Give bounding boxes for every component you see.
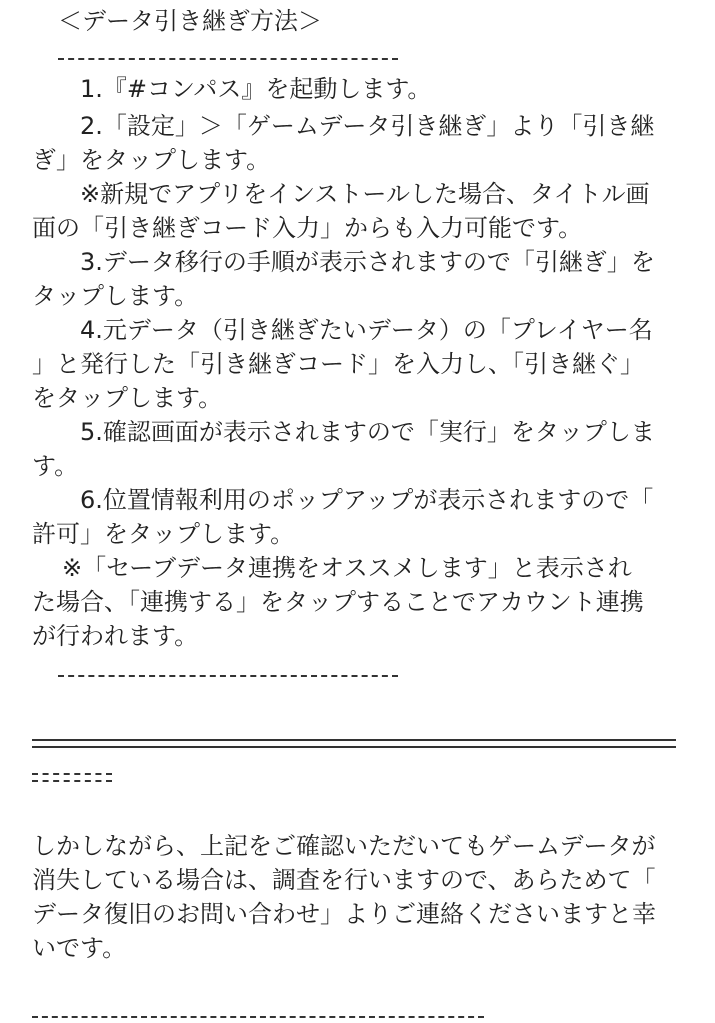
divider-dashed-bottom	[58, 675, 398, 677]
divider-dashed-top	[58, 58, 398, 60]
step-4-line-3: をタップします。	[32, 384, 223, 412]
closing-line-4: いです。	[32, 934, 127, 962]
save-note-line-1: ※「セーブデータ連携をオススメします」と表示され	[62, 554, 632, 582]
save-note-line-2: た場合、「連携する」をタップすることでアカウント連携	[32, 588, 644, 616]
note-line-1: ※新規でアプリをインストールした場合、タイトル画	[80, 180, 650, 208]
step-5-line-1: 5.確認画面が表示されますので「実行」をタップしま	[80, 418, 655, 446]
step-3-line-2: タップします。	[32, 282, 199, 310]
divider-double-2	[32, 773, 112, 782]
step-6-line-1: 6.位置情報利用のポップアップが表示されますので「	[80, 486, 654, 514]
step-3-line-1: 3.データ移行の手順が表示されますので「引継ぎ」を	[80, 248, 655, 276]
step-2-line-1: 2.「設定」＞「ゲームデータ引き継ぎ」より「引き継	[80, 112, 655, 140]
step-2-line-2: ぎ」をタップします。	[32, 146, 271, 174]
note-line-2: 面の「引き継ぎコード入力」からも入力可能です。	[32, 214, 583, 242]
step-6-line-2: 許可」をタップします。	[32, 520, 295, 548]
step-4-line-2: 」と発行した「引き継ぎコード」を入力し、「引き継ぐ」	[32, 350, 644, 378]
section-heading: ＜データ引き継ぎ方法＞	[58, 7, 322, 35]
step-5-line-2: す。	[32, 452, 79, 480]
closing-line-3: データ復旧のお問い合わせ」よりご連絡くださいますと幸	[32, 900, 656, 928]
divider-dashed-final	[32, 1016, 484, 1018]
closing-line-1: しかしながら、上記をご確認いただいてもゲームデータが	[32, 832, 656, 860]
step-4-line-1: 4.元データ（引き継ぎたいデータ）の「プレイヤー名	[80, 316, 653, 344]
closing-line-2: 消失している場合は、調査を行いますので、あらためて「	[32, 866, 656, 894]
divider-double-1	[32, 739, 676, 748]
step-1-line: 1.『#コンパス』を起動します。	[80, 75, 432, 103]
save-note-line-3: が行われます。	[32, 622, 199, 650]
